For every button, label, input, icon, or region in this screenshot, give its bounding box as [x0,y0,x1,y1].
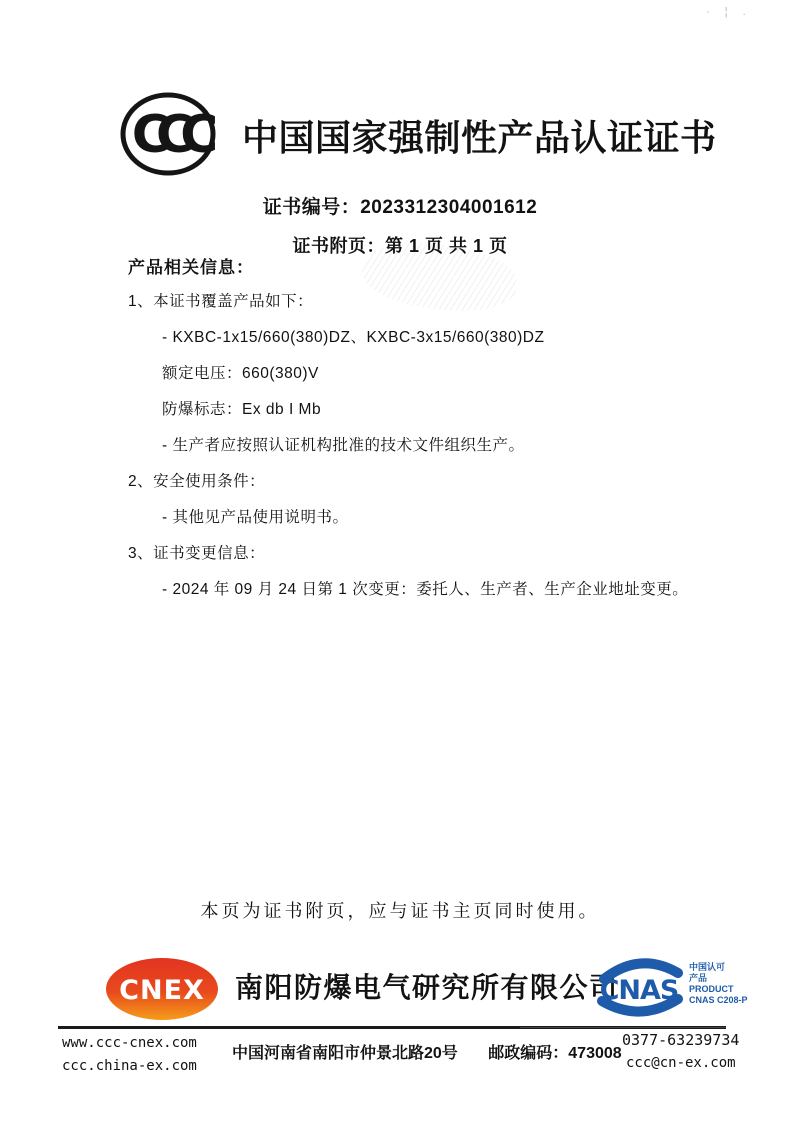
ccc-logo-text: CCC [131,105,205,165]
section-title: 3、证书变更信息： [128,545,266,562]
issuer-address-line [232,1040,622,1063]
footer-note: 本页为证书附页，应与证书主页同时使用。 [200,901,600,921]
website-line: www.ccc-cnex.com [62,1035,197,1051]
section-title: 2、安全使用条件： [128,473,266,490]
section-safety-conditions [128,470,758,529]
section-title: 1、本证书覆盖产品如下： [128,293,314,310]
cnas-logo-text: CNAS [599,975,679,1006]
cnas-logo-icon [594,949,686,1023]
page-title: 中国国家强制性产品认证证书 [242,117,717,158]
certificate-number-label: 证书编号： [262,197,361,218]
issuer-email: ccc@cn-ex.com [626,1055,736,1071]
safety-note-line: - 其他见产品使用说明书。 [162,509,349,526]
cnex-logo-icon [103,956,221,1022]
certificate-attachment-label: 证书附页： [292,236,385,256]
certificate-number-line [0,192,800,219]
rated-voltage-line: 额定电压：660(380)V [162,365,319,382]
cnas-logo [594,949,748,1023]
section-change-info [128,542,758,601]
product-models-line: - KXBC-1x15/660(380)DZ、KXBC-3x15/660(380)DZ [162,329,545,346]
postcode-value: 473008 [568,1045,622,1062]
certificate-meta [0,192,800,258]
certificate-number-value: 2023312304001612 [360,197,538,218]
section-covered-products [128,290,758,457]
cnex-logo-text: CNEX [119,975,205,1006]
cnas-side-line: 中国认可 [689,962,726,972]
postcode-label: 邮政编码： [488,1045,569,1062]
certificate-attachment-line [0,232,800,258]
footer-divider-thin [520,1027,726,1028]
production-requirement-line: - 生产者应按照认证机构批准的技术文件组织生产。 [162,437,525,454]
product-info-heading: 产品相关信息： [128,258,254,277]
cnas-side-line: 产品 [689,973,708,983]
certificate-attachment-value: 第 1 页 共 1 页 [384,236,508,256]
ex-marking-line: 防爆标志：Ex db I Mb [162,401,322,418]
cnas-side-line: CNAS C208-P [689,995,748,1005]
cnas-accreditation-text [689,949,748,1006]
ccc-logo-icon [118,90,218,178]
issuer-websites [62,1032,197,1078]
cnas-side-line: PRODUCT [689,984,734,994]
product-info-block [128,256,758,614]
website-line: ccc.china-ex.com [62,1058,197,1074]
scan-noise-marks: · ¦ . [706,6,752,18]
issuer-phone: 0377-63239734 [622,1031,740,1049]
change-record-line: - 2024 年 09 月 24 日第 1 次变更：委托人、生产者、生产企业地址变更。 [162,581,689,598]
issuer-company-name: 南阳防爆电气研究所有限公司 [235,972,619,1003]
issuer-address: 中国河南省南阳市仲景北路20号 [232,1045,458,1062]
